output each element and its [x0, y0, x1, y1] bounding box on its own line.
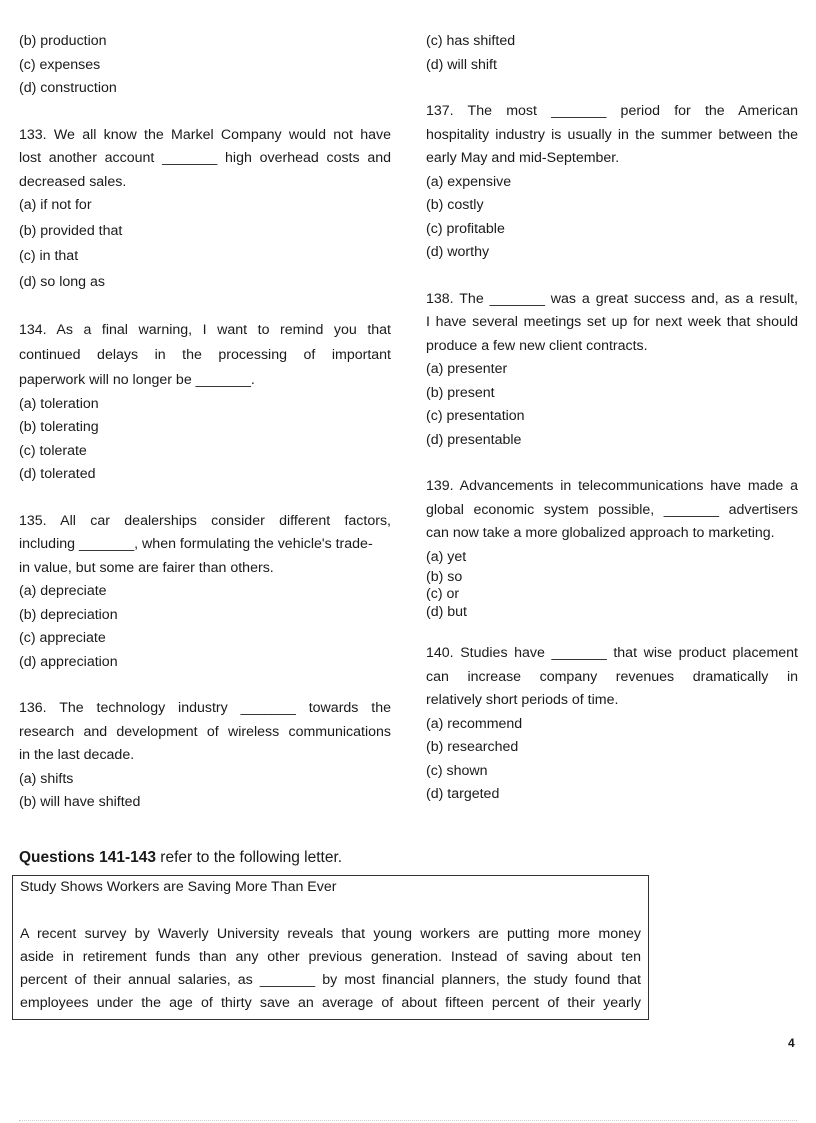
- question-136: [19, 697, 391, 815]
- question-text-line: lost another account _______ high overhead costs and: [19, 150, 391, 166]
- questions-range: Questions 141-143: [19, 849, 156, 866]
- question-134: [19, 318, 391, 487]
- option: (a) presenter: [426, 361, 508, 377]
- option: (c) presentation: [426, 408, 525, 424]
- option-list: [426, 546, 798, 622]
- question-text-line: in the last decade.: [19, 747, 135, 763]
- question-135: [19, 510, 391, 675]
- option: (d) so long as: [19, 273, 105, 290]
- option: (d) but: [426, 603, 468, 620]
- option: (c) has shifted: [426, 33, 516, 49]
- option: (b) present: [426, 384, 495, 401]
- option: (c) or: [426, 586, 460, 602]
- option: (b) researched: [426, 739, 519, 755]
- question-text-line: early May and mid-September.: [426, 150, 620, 166]
- questions-heading: [19, 849, 342, 867]
- option: (b) will have shifted: [19, 794, 141, 810]
- option: (b) depreciation: [19, 606, 118, 623]
- question-133: [19, 124, 391, 295]
- question-text-line: decreased sales.: [19, 173, 127, 190]
- option: (a) toleration: [19, 395, 99, 412]
- page-number: 4: [788, 1036, 795, 1050]
- passage-line: A recent survey by Waverly University reveals that young workers are putting more money: [20, 925, 641, 942]
- question-text-line: continued delays in the processing of important: [19, 346, 391, 363]
- question-text-line: global economic system possible, _______ advertisers: [426, 501, 798, 518]
- passage-line: aside in retirement funds than any other previous generation. Instead of saving about ten: [20, 948, 641, 965]
- carry-over-options: [19, 30, 391, 101]
- option: (d) construction: [19, 80, 117, 96]
- option: (c) appreciate: [19, 630, 106, 646]
- passage-line: employees under the age of thirty save an average of about fifteen percent of their yearly: [20, 995, 641, 1012]
- question-text-line: 137. The most _______ period for the American: [426, 103, 798, 119]
- option: (c) shown: [426, 762, 488, 779]
- option: (d) appreciation: [19, 653, 118, 670]
- question-text-line: can now take a more globalized approach to marketing.: [426, 525, 775, 541]
- left-column: [19, 30, 391, 815]
- option: (c) in that: [19, 247, 79, 264]
- question-text-line: can increase company revenues dramatically in: [426, 668, 798, 685]
- option: (d) targeted: [426, 786, 500, 802]
- option: (d) will shift: [426, 56, 497, 73]
- option: (b) so: [426, 568, 463, 585]
- question-137: [426, 100, 798, 265]
- option: (d) worthy: [426, 244, 490, 260]
- option: (a) if not for: [19, 197, 92, 213]
- option: (a) yet: [426, 548, 467, 565]
- questions-instruction: refer to the following letter.: [160, 849, 343, 866]
- question-text-line: 138. The _______ was a great success and, as a result,: [426, 290, 798, 307]
- passage-title: Study Shows Workers are Saving More Than Ever: [20, 879, 337, 895]
- right-column: [426, 30, 798, 807]
- question-text-line: research and development of wireless communications: [19, 723, 391, 740]
- question-text-line: 135. All car dealerships consider different factors,: [19, 512, 391, 529]
- option: (b) production: [19, 33, 107, 49]
- question-text-line: 133. We all know the Markel Company would not have: [19, 126, 391, 143]
- question-text-line: 136. The technology industry _______ towards the: [19, 700, 391, 716]
- question-text-line: hospitality industry is usually in the summer between the: [426, 126, 798, 143]
- option: (d) tolerated: [19, 466, 96, 482]
- footer-rule: [19, 1120, 797, 1121]
- carry-over-options: [426, 30, 798, 77]
- option: (c) profitable: [426, 220, 505, 237]
- question-text-line: relatively short periods of time.: [426, 692, 619, 708]
- question-text-line: 140. Studies have _______ that wise product placement: [426, 645, 798, 661]
- option: (a) shifts: [19, 770, 74, 787]
- question-text-line: I have several meetings set up for next week that should: [426, 314, 798, 330]
- question-text-line: 139. Advancements in telecommunications have made a: [426, 478, 798, 494]
- question-140: [426, 642, 798, 807]
- option: (a) depreciate: [19, 583, 107, 599]
- question-138: [426, 288, 798, 453]
- option: (a) recommend: [426, 715, 523, 732]
- passage-line: percent of their annual salaries, as _______ by most financial planners, the study found that: [20, 972, 641, 989]
- option: (b) costly: [426, 197, 484, 213]
- question-text-line: 134. As a final warning, I want to remind you that: [19, 321, 391, 338]
- option: (d) presentable: [426, 431, 522, 448]
- question-text-line: produce a few new client contracts.: [426, 337, 648, 354]
- question-139: [426, 475, 798, 621]
- question-text-line: including _______, when formulating the vehicle's trade-: [19, 536, 373, 552]
- option: (b) provided that: [19, 222, 123, 239]
- passage-box: [12, 875, 649, 1020]
- option: (a) expensive: [426, 173, 512, 190]
- question-text-line: paperwork will no longer be _______.: [19, 371, 255, 388]
- option: (c) expenses: [19, 56, 101, 73]
- question-text-line: in value, but some are fairer than others.: [19, 559, 274, 576]
- option: (b) tolerating: [19, 419, 99, 435]
- option: (c) tolerate: [19, 442, 87, 459]
